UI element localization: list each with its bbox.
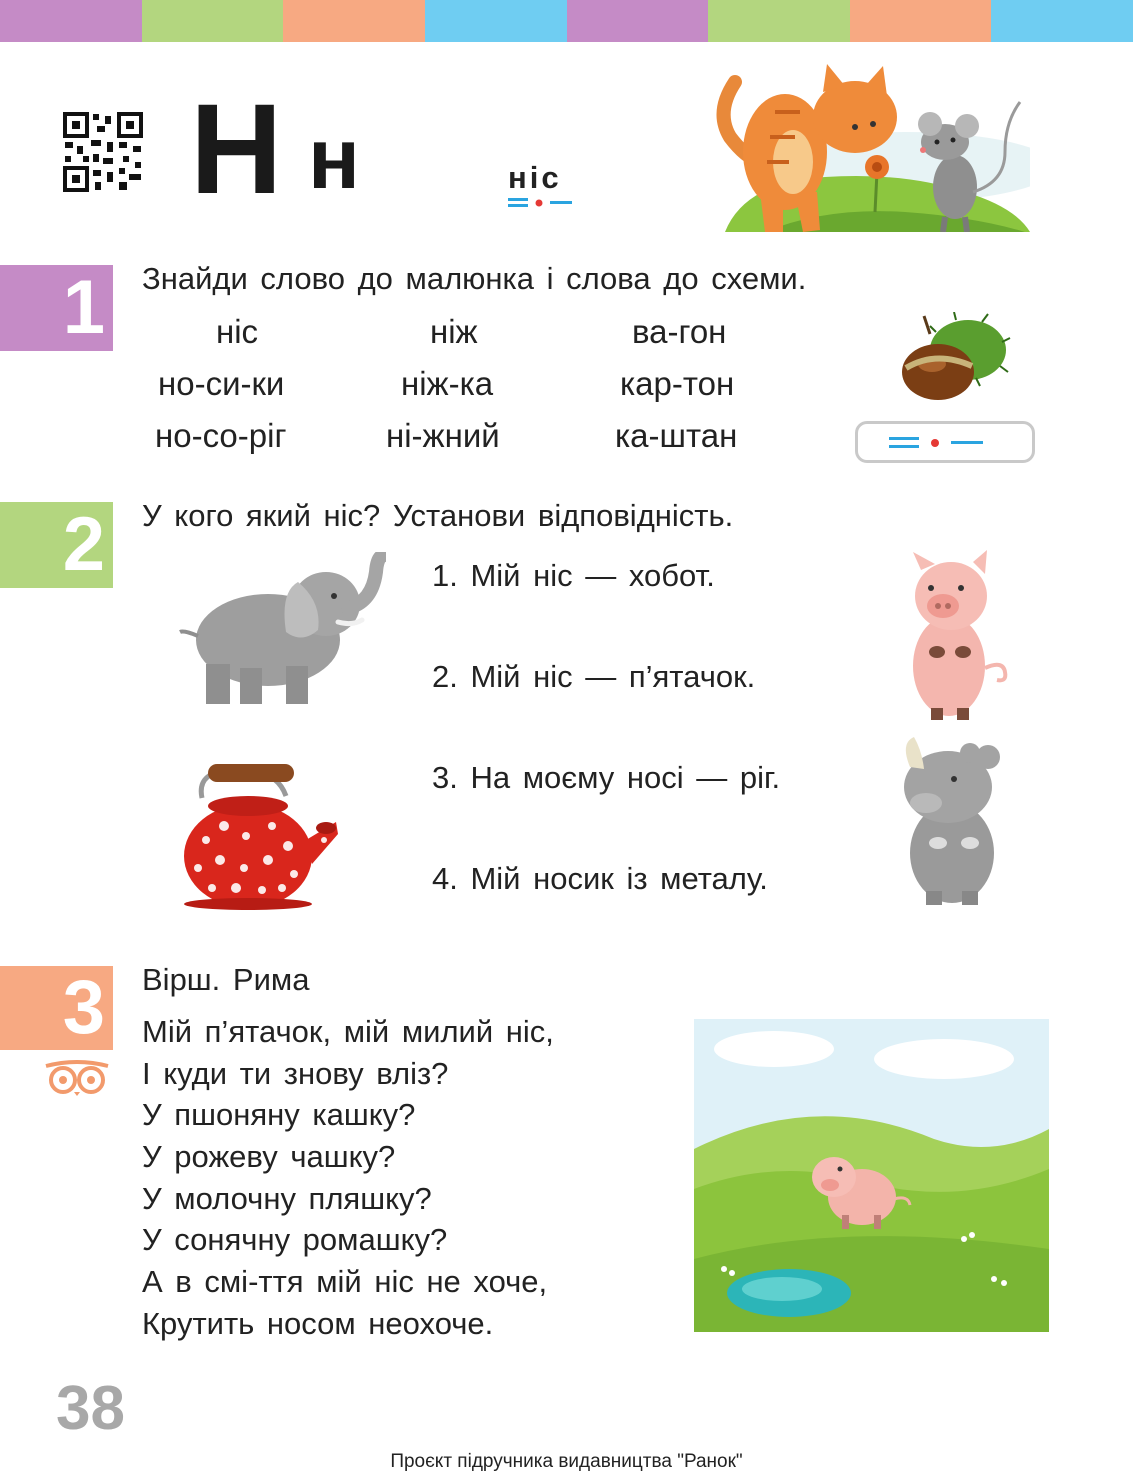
stripe-segment xyxy=(567,0,709,42)
task1-instruction: Знайди слово до малюнка і слова до схеми. xyxy=(142,261,807,296)
kettle-picture xyxy=(176,760,342,910)
statement-4: 4. Мій носик із металу. xyxy=(432,861,768,896)
elephant-picture xyxy=(176,552,386,708)
cat-and-mouse-illustration xyxy=(705,42,1030,232)
poem-line: У сонячну ромашку? xyxy=(142,1222,448,1257)
letter-uppercase: Н xyxy=(190,78,283,221)
word-option: ніж-ка xyxy=(401,365,494,402)
task-number-2: 2 xyxy=(0,502,113,588)
task-number-3: 3 xyxy=(0,966,113,1050)
stripe-segment xyxy=(283,0,425,42)
stripe-segment xyxy=(708,0,850,42)
stripe-segment xyxy=(991,0,1133,42)
word-option: ка-штан xyxy=(615,417,738,454)
chestnut-picture xyxy=(896,312,1012,404)
owl-eyes-icon xyxy=(44,1060,110,1096)
footer-credit: Проєкт підручника видавництва "Ранок" xyxy=(390,1451,743,1472)
stripe-segment xyxy=(425,0,567,42)
word-option: но-со-ріг xyxy=(155,417,287,454)
header-word: ніс xyxy=(508,160,562,195)
pig-in-meadow-illustration xyxy=(694,1019,1049,1332)
poem-line: У рожеву чашку? xyxy=(142,1139,396,1174)
rhino-picture xyxy=(896,735,1014,905)
sound-scheme-box xyxy=(855,421,1035,463)
sound-scheme-icon xyxy=(508,196,572,210)
poem-line: І куди ти знову вліз? xyxy=(142,1056,449,1091)
stripe-segment xyxy=(0,0,142,42)
stripe-segment xyxy=(850,0,992,42)
word-option: ніж xyxy=(430,313,478,350)
word-option: ва-гон xyxy=(632,313,727,350)
word-option: ні-жний xyxy=(386,417,500,454)
word-option: кар-тон xyxy=(620,365,735,402)
statement-3: 3. На моєму носі — ріг. xyxy=(432,760,781,795)
letter-lowercase: н xyxy=(308,111,360,207)
qr-code-icon[interactable] xyxy=(63,112,143,192)
top-color-stripe xyxy=(0,0,1133,42)
poem-line: Крутить носом неохоче. xyxy=(142,1306,494,1341)
page-number: 38 xyxy=(56,1374,125,1443)
stripe-segment xyxy=(142,0,284,42)
word-option: но-си-ки xyxy=(158,365,285,402)
task2-instruction: У кого який ніс? Установи відповідність. xyxy=(142,498,734,533)
word-option: ніс xyxy=(216,313,259,350)
poem-line: А в смі-ття мій ніс не хоче, xyxy=(142,1264,548,1299)
poem-line: Мій п’ятачок, мій милий ніс, xyxy=(142,1014,554,1049)
statement-2: 2. Мій ніс — п’ятачок. xyxy=(432,659,756,694)
task3-title: Вірш. Рима xyxy=(142,962,310,997)
task-number-1: 1 xyxy=(0,265,113,351)
statement-1: 1. Мій ніс — хобот. xyxy=(432,558,715,593)
poem-line: У молочну пляшку? xyxy=(142,1181,432,1216)
poem-line: У пшоняну кашку? xyxy=(142,1097,416,1132)
sound-scheme-icon xyxy=(889,433,989,453)
pig-picture xyxy=(903,548,1015,720)
